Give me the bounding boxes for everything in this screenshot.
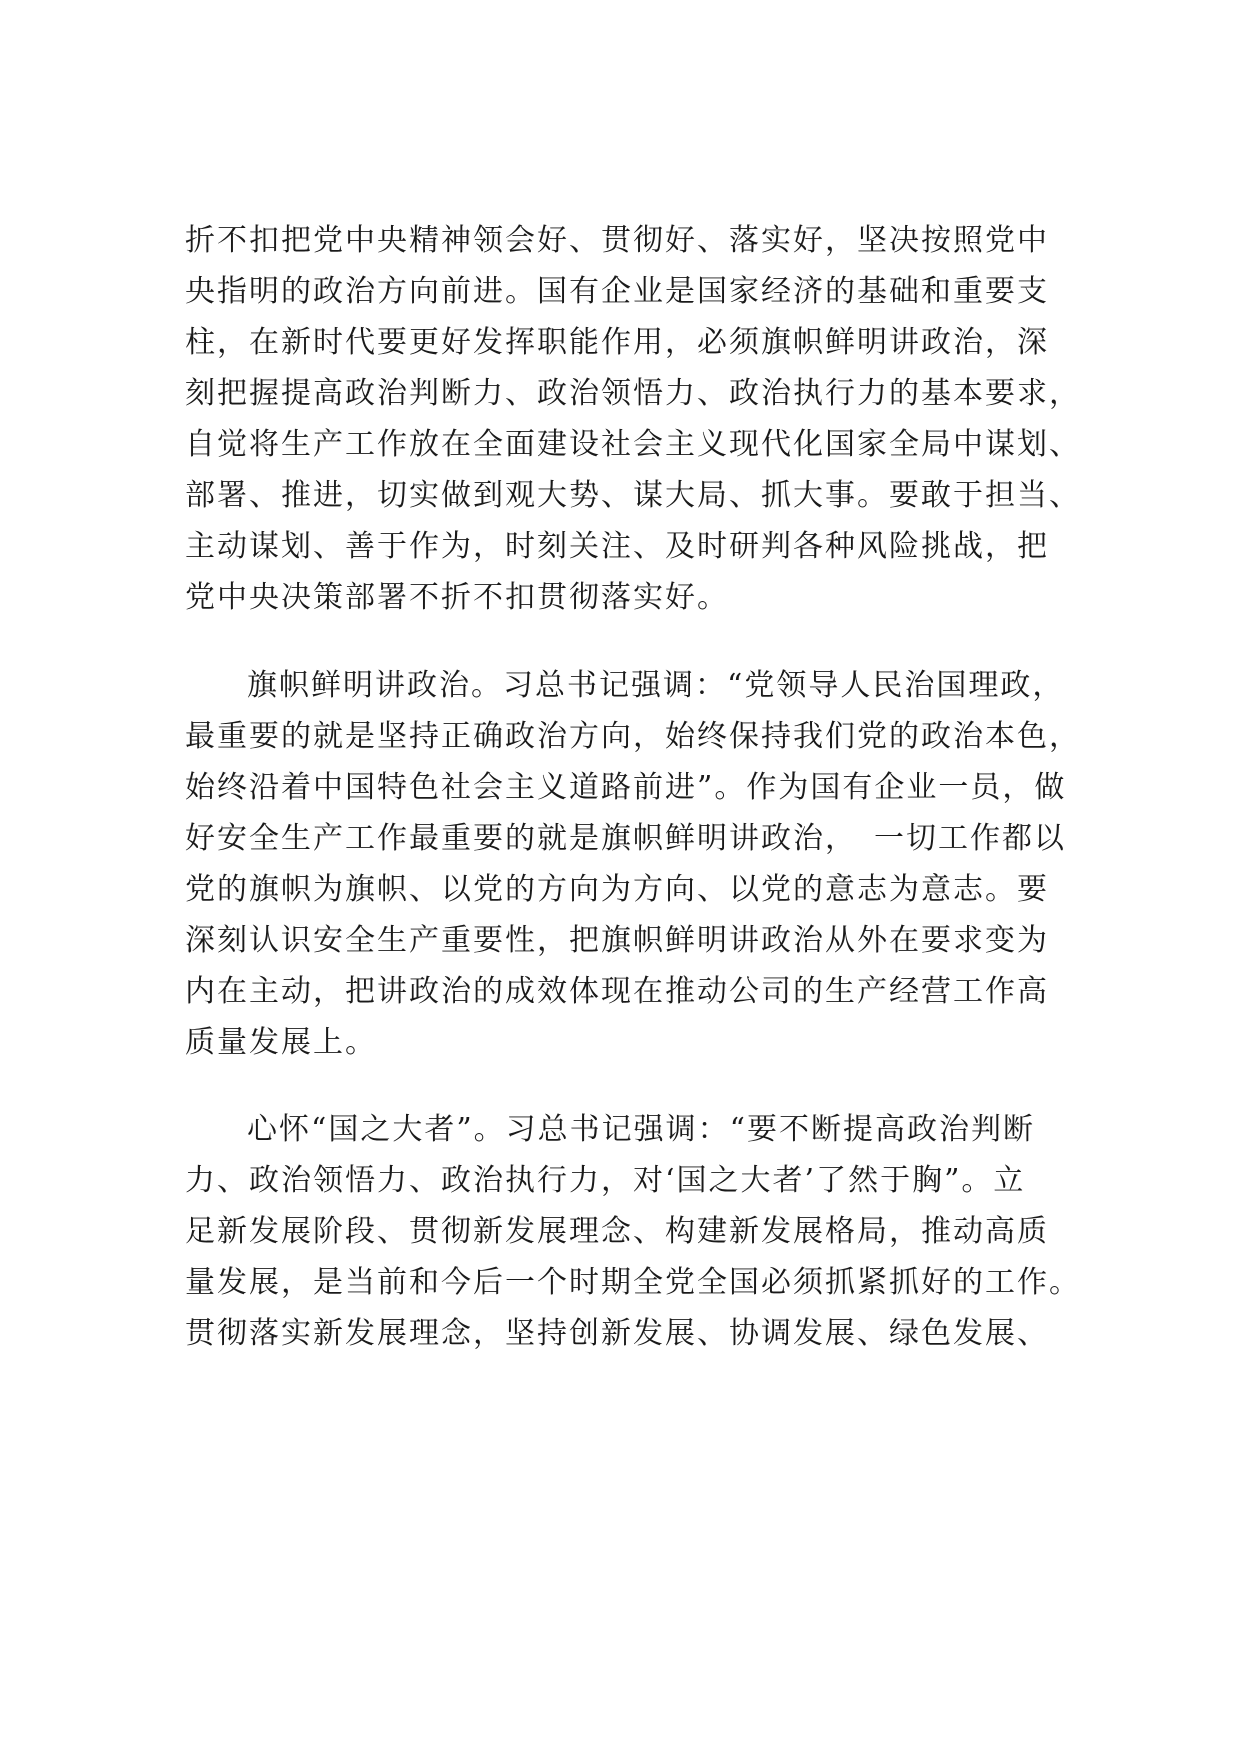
text-line: 深刻认识安全生产重要性，把旗帜鲜明讲政治从外在要求变为 <box>185 923 1049 958</box>
paragraph-national-interest <box>185 1104 1081 1359</box>
text-line: 贯彻落实新发展理念，坚持创新发展、协调发展、绿色发展、 <box>185 1316 1049 1351</box>
paragraph-continuation <box>185 215 1081 623</box>
text-line: 旗帜鲜明讲政治。习总书记强调：“党领导人民治国理政， <box>247 668 1065 703</box>
text-line: 质量发展上。 <box>185 1025 377 1060</box>
text-line: 心怀“国之大者”。习总书记强调：“要不断提高政治判断 <box>247 1112 1036 1147</box>
text-line: 刻把握提高政治判断力、政治领悟力、政治执行力的基本要求， <box>185 376 1081 411</box>
text-line: 折不扣把党中央精神领会好、贯彻好、落实好，坚决按照党中 <box>185 223 1049 258</box>
text-line: 央指明的政治方向前进。国有企业是国家经济的基础和重要支 <box>185 274 1049 309</box>
text-line: 量发展，是当前和今后一个时期全党全国必须抓紧抓好的工作。 <box>185 1265 1081 1300</box>
text-line: 党的旗帜为旗帜、以党的方向为方向、以党的意志为意志。要 <box>185 872 1049 907</box>
text-line: 好安全生产工作最重要的就是旗帜鲜明讲政治， 一切工作都以 <box>185 821 1066 856</box>
paragraph-politics <box>185 660 1081 1068</box>
text-line: 内在主动，把讲政治的成效体现在推动公司的生产经营工作高 <box>185 974 1049 1009</box>
text-line: 足新发展阶段、贯彻新发展理念、构建新发展格局，推动高质 <box>185 1214 1049 1249</box>
text-line: 主动谋划、善于作为，时刻关注、及时研判各种风险挑战，把 <box>185 529 1049 564</box>
text-line: 始终沿着中国特色社会主义道路前进”。作为国有企业一员，做 <box>185 770 1067 805</box>
text-line: 党中央决策部署不折不扣贯彻落实好。 <box>185 580 729 615</box>
text-line: 柱，在新时代要更好发挥职能作用，必须旗帜鲜明讲政治，深 <box>185 325 1049 360</box>
text-line: 部署、推进，切实做到观大势、谋大局、抓大事。要敢于担当、 <box>185 478 1081 513</box>
text-line: 力、政治领悟力、政治执行力，对‘国之大者’了然于胸”。立 <box>185 1163 1026 1198</box>
text-line: 自觉将生产工作放在全面建设社会主义现代化国家全局中谋划、 <box>185 427 1081 462</box>
text-line: 最重要的就是坚持正确政治方向，始终保持我们党的政治本色， <box>185 719 1081 754</box>
